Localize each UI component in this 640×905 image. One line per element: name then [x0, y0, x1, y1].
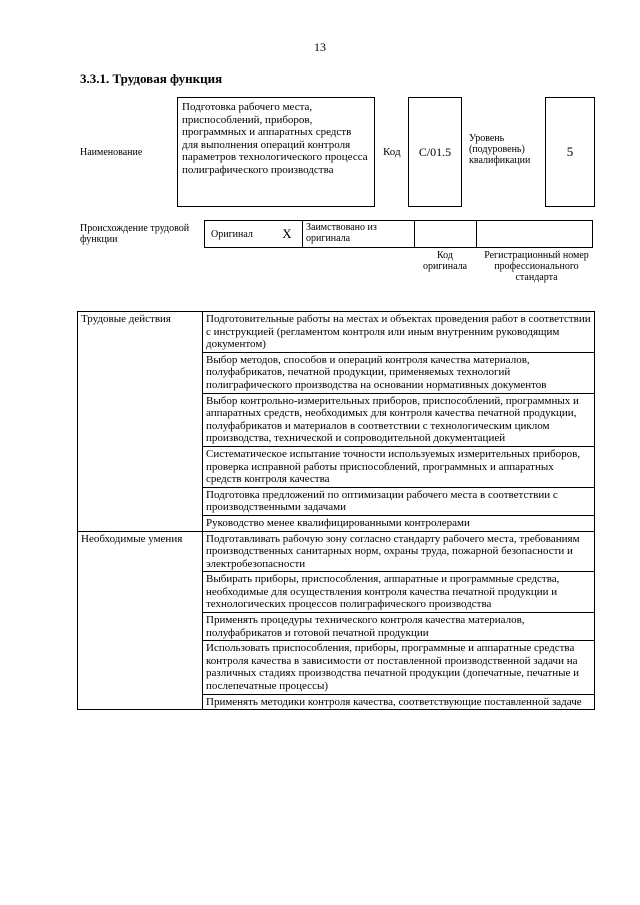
table-row — [78, 312, 595, 353]
name-label: Наименование — [80, 147, 143, 158]
table-cell: Выбор методов, способов и операций контроля качества материалов, полуфабрикатов, печатной продукции, применяемых технологий полиграфического производства на основании нормативных документов — [203, 352, 595, 393]
origin-row — [204, 220, 593, 248]
origin-label: Происхождение трудовой функции — [80, 223, 190, 245]
table-cell: Руководство менее квалифицированными контролерами — [203, 515, 595, 531]
reg-number-cell — [476, 221, 593, 247]
row-heading: Необходимые умения — [78, 531, 203, 710]
reg-number-label: Регистрационный номер профессионального стандарта — [484, 250, 589, 283]
table-cell: Выбор контрольно-измерительных приборов, приспособлений, программных и аппаратных средств, необходимых для контроля качества печатной продукции, полуфабрикатов и материалов в соответствии с технологическим циклом производства, технической и сопроводительной документацией — [203, 393, 595, 446]
table-row — [78, 531, 595, 572]
level-value-box: 5 — [545, 97, 595, 207]
code-value-box: C/01.5 — [408, 97, 462, 207]
function-table — [77, 311, 595, 710]
level-label: Уровень (подуровень) квалификации — [469, 133, 531, 166]
table-cell: Применять процедуры технического контроля качества материалов, полуфабрикатов и готовой печатной продукции — [203, 613, 595, 641]
row-heading: Трудовые действия — [78, 312, 203, 532]
table-cell: Использовать приспособления, приборы, программные и аппаратные средства контроля качества в зависимости от поставленной производственной задачи на различных стадиях производства печатной продукции (допечатные, печатные и послепечатные процессы) — [203, 641, 595, 694]
code-label: Код — [383, 146, 401, 158]
table-cell: Подготовка предложений по оптимизации рабочего места в соответствии с производственными задачами — [203, 487, 595, 515]
table-cell: Подготавливать рабочую зону согласно стандарту рабочего места, требованиям производственных санитарных норм, охраны труда, пожарной безопасности и электробезопасности — [203, 531, 595, 572]
table-cell: Выбирать приборы, приспособления, аппаратные и программные средства, необходимые для осуществления контроля качества печатной продукции и технологических процессов полиграфического производства — [203, 572, 595, 613]
original-label: Оригинал — [204, 221, 272, 247]
table-cell: Применять методики контроля качества, соответствующие поставленной задаче — [203, 694, 595, 710]
borrowed-label: Заимствовано из оригинала — [302, 221, 414, 247]
section-title: 3.3.1. Трудовая функция — [80, 71, 223, 86]
code-original-cell — [414, 221, 476, 247]
table-cell: Подготовительные работы на местах и объектах проведения работ в соответствии с инструкцией (регламентом контроля или иным внутренним руководящим документом) — [203, 312, 595, 353]
page-number: 13 — [314, 40, 326, 54]
original-mark: X — [282, 226, 292, 241]
code-original-label: Код оригинала — [422, 250, 468, 272]
function-name-box: Подготовка рабочего места, приспособлений, приборов, программных и аппаратных средств для выполнения операций контроля параметров технологического процесса полиграфического производства — [177, 97, 375, 207]
table-cell: Систематическое испытание точности используемых измерительных приборов, проверка исправной работы приспособлений, программных и аппаратных средств контроля качества — [203, 446, 595, 487]
